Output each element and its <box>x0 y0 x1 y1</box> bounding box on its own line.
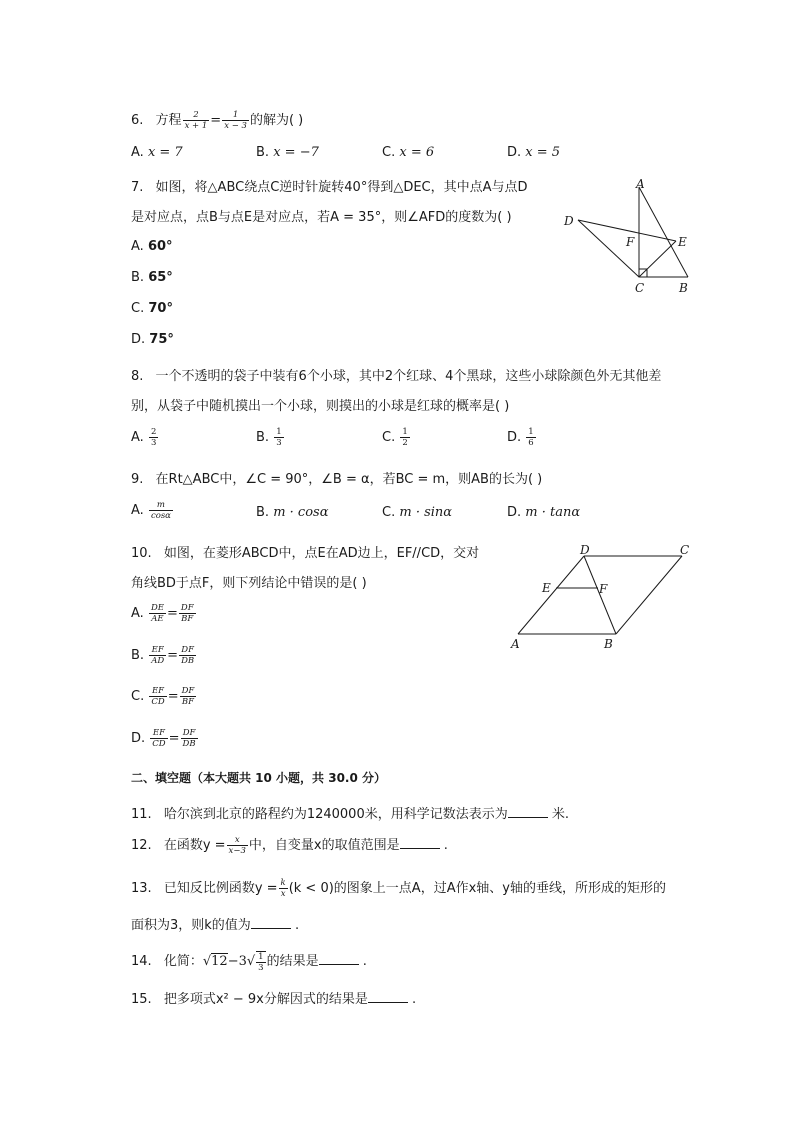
section-title: 二、填空题（本大题共 10 小题，共 30.0 分） <box>131 771 387 785</box>
option-a[interactable]: A. $\frac{m}{\cos\alpha}$ <box>131 500 171 521</box>
label-d: D <box>580 543 590 557</box>
question-number: 12. <box>131 838 152 853</box>
option-d[interactable]: D. 75° <box>131 332 174 347</box>
fraction: $\frac{2}{x + 1}$ <box>184 110 208 131</box>
question-number: 11. <box>131 807 152 822</box>
question-10-line2: 角线BD于点F，则下列结论中错误的是( ) <box>131 576 367 591</box>
option-d[interactable]: D. $\frac{EF}{CD}$ = $\frac{DF}{DB}$ <box>131 728 196 749</box>
question-number: 6. <box>131 113 144 128</box>
label-f: F <box>599 582 608 596</box>
question-number: 10. <box>131 546 152 561</box>
answer-blank[interactable] <box>368 990 408 1003</box>
question-14: 14. 化简：√12−3√ $\frac{1}{3}$ 的结果是 . <box>131 951 367 973</box>
fraction: $\frac{1}{x - 3}$ <box>224 110 247 131</box>
option-c[interactable]: C. 70° <box>131 301 173 316</box>
question-8-line2: 别，从袋子中随机摸出一个小球，则摸出的小球是红球的概率是( ) <box>131 399 510 414</box>
label-e: E <box>678 235 687 249</box>
q10-figure <box>505 540 700 655</box>
option-c[interactable]: C. x = 6 <box>382 145 435 160</box>
question-8 <box>131 365 661 384</box>
question-13: 13. 已知反比例函数y = $\frac{k}{x}$ (k < 0)的图象上一点A，过A作x轴、y轴的垂线，所形成的矩形的 <box>131 878 666 899</box>
label-a: A <box>511 637 520 651</box>
question-text: 在Rt△ABC中，∠C = 90°，∠B = α，若BC = m，则AB的长为( ) <box>155 472 543 487</box>
answer-blank[interactable] <box>319 952 359 965</box>
option-a[interactable]: A. $\frac{DE}{AE}$ = $\frac{DF}{BF}$ <box>131 603 194 624</box>
question-15: 15. 把多项式x² − 9x分解因式的结果是 . <box>131 992 417 1007</box>
label-c: C <box>635 281 645 295</box>
question-7-line2: 是对应点，点B与点E是对应点，若A = 35°，则∠AFD的度数为( ) <box>131 210 512 225</box>
answer-blank[interactable] <box>508 805 548 818</box>
question-9 <box>131 468 542 487</box>
question-text: 方程 <box>155 113 182 128</box>
question-number: 7. <box>131 180 144 195</box>
question-text: 一个不透明的袋子中装有6个小球，其中2个红球、4个黑球，这些小球除颜色外无其他差 <box>155 369 662 384</box>
question-text: 如图，在菱形ABCD中，点E在AD边上，EF//CD，交对 <box>163 546 480 561</box>
option-c[interactable]: C. $\frac{EF}{CD}$ = $\frac{DF}{BF}$ <box>131 686 195 707</box>
label-f: F <box>626 235 635 249</box>
label-a: A <box>636 177 645 191</box>
label-c: C <box>680 543 690 557</box>
label-d: D <box>564 214 574 228</box>
option-a[interactable]: A. $\frac{2}{3}$ <box>131 427 157 448</box>
option-a[interactable]: A. x = 7 <box>131 145 183 160</box>
question-11: 11. 哈尔滨到北京的路程约为1240000米，用科学记数法表示为 米. <box>131 807 570 822</box>
option-b[interactable]: B. 65° <box>131 270 173 285</box>
option-d[interactable]: D. x = 5 <box>507 145 561 160</box>
option-d[interactable]: D. m · tanα <box>507 505 581 520</box>
question-number: 14. <box>131 954 152 969</box>
option-c[interactable]: C. m · sinα <box>382 505 453 520</box>
answer-blank[interactable] <box>251 916 291 929</box>
answer-blank[interactable] <box>400 836 440 849</box>
question-number: 9. <box>131 472 144 487</box>
question-number: 15. <box>131 992 152 1007</box>
question-number: 13. <box>131 881 152 896</box>
question-number: 8. <box>131 369 144 384</box>
question-7 <box>131 176 528 195</box>
option-b[interactable]: B. $\frac{1}{3}$ <box>256 427 282 448</box>
label-e: E <box>542 581 551 595</box>
question-6: 6. 方程 $\frac{2}{x + 1}$ = $\frac{1}{x - 3}$ 的解为( ) <box>131 110 304 131</box>
option-b[interactable]: B. $\frac{EF}{AD}$ = $\frac{DF}{DB}$ <box>131 645 195 666</box>
label-b: B <box>679 281 688 295</box>
label-b: B <box>604 637 613 651</box>
option-c[interactable]: C. $\frac{1}{2}$ <box>382 427 408 448</box>
option-b[interactable]: B. m · cosα <box>256 505 329 520</box>
option-a[interactable]: A. 60° <box>131 239 173 254</box>
sqrt-symbol: √ <box>246 954 256 969</box>
question-12: 12. 在函数y = $\frac{x}{x-3}$ 中，自变量x的取值范围是 . <box>131 835 448 856</box>
option-d[interactable]: D. $\frac{1}{6}$ <box>507 427 534 448</box>
option-b[interactable]: B. x = −7 <box>256 145 319 160</box>
q7-figure <box>560 175 700 300</box>
question-10 <box>131 542 479 561</box>
question-13-line2: 面积为3，则k的值为 . <box>131 918 300 933</box>
sqrt-symbol: √ <box>202 954 212 969</box>
question-text: 如图，将△ABC绕点C逆时针旋转40°得到△DEC，其中点A与点D <box>155 180 528 195</box>
